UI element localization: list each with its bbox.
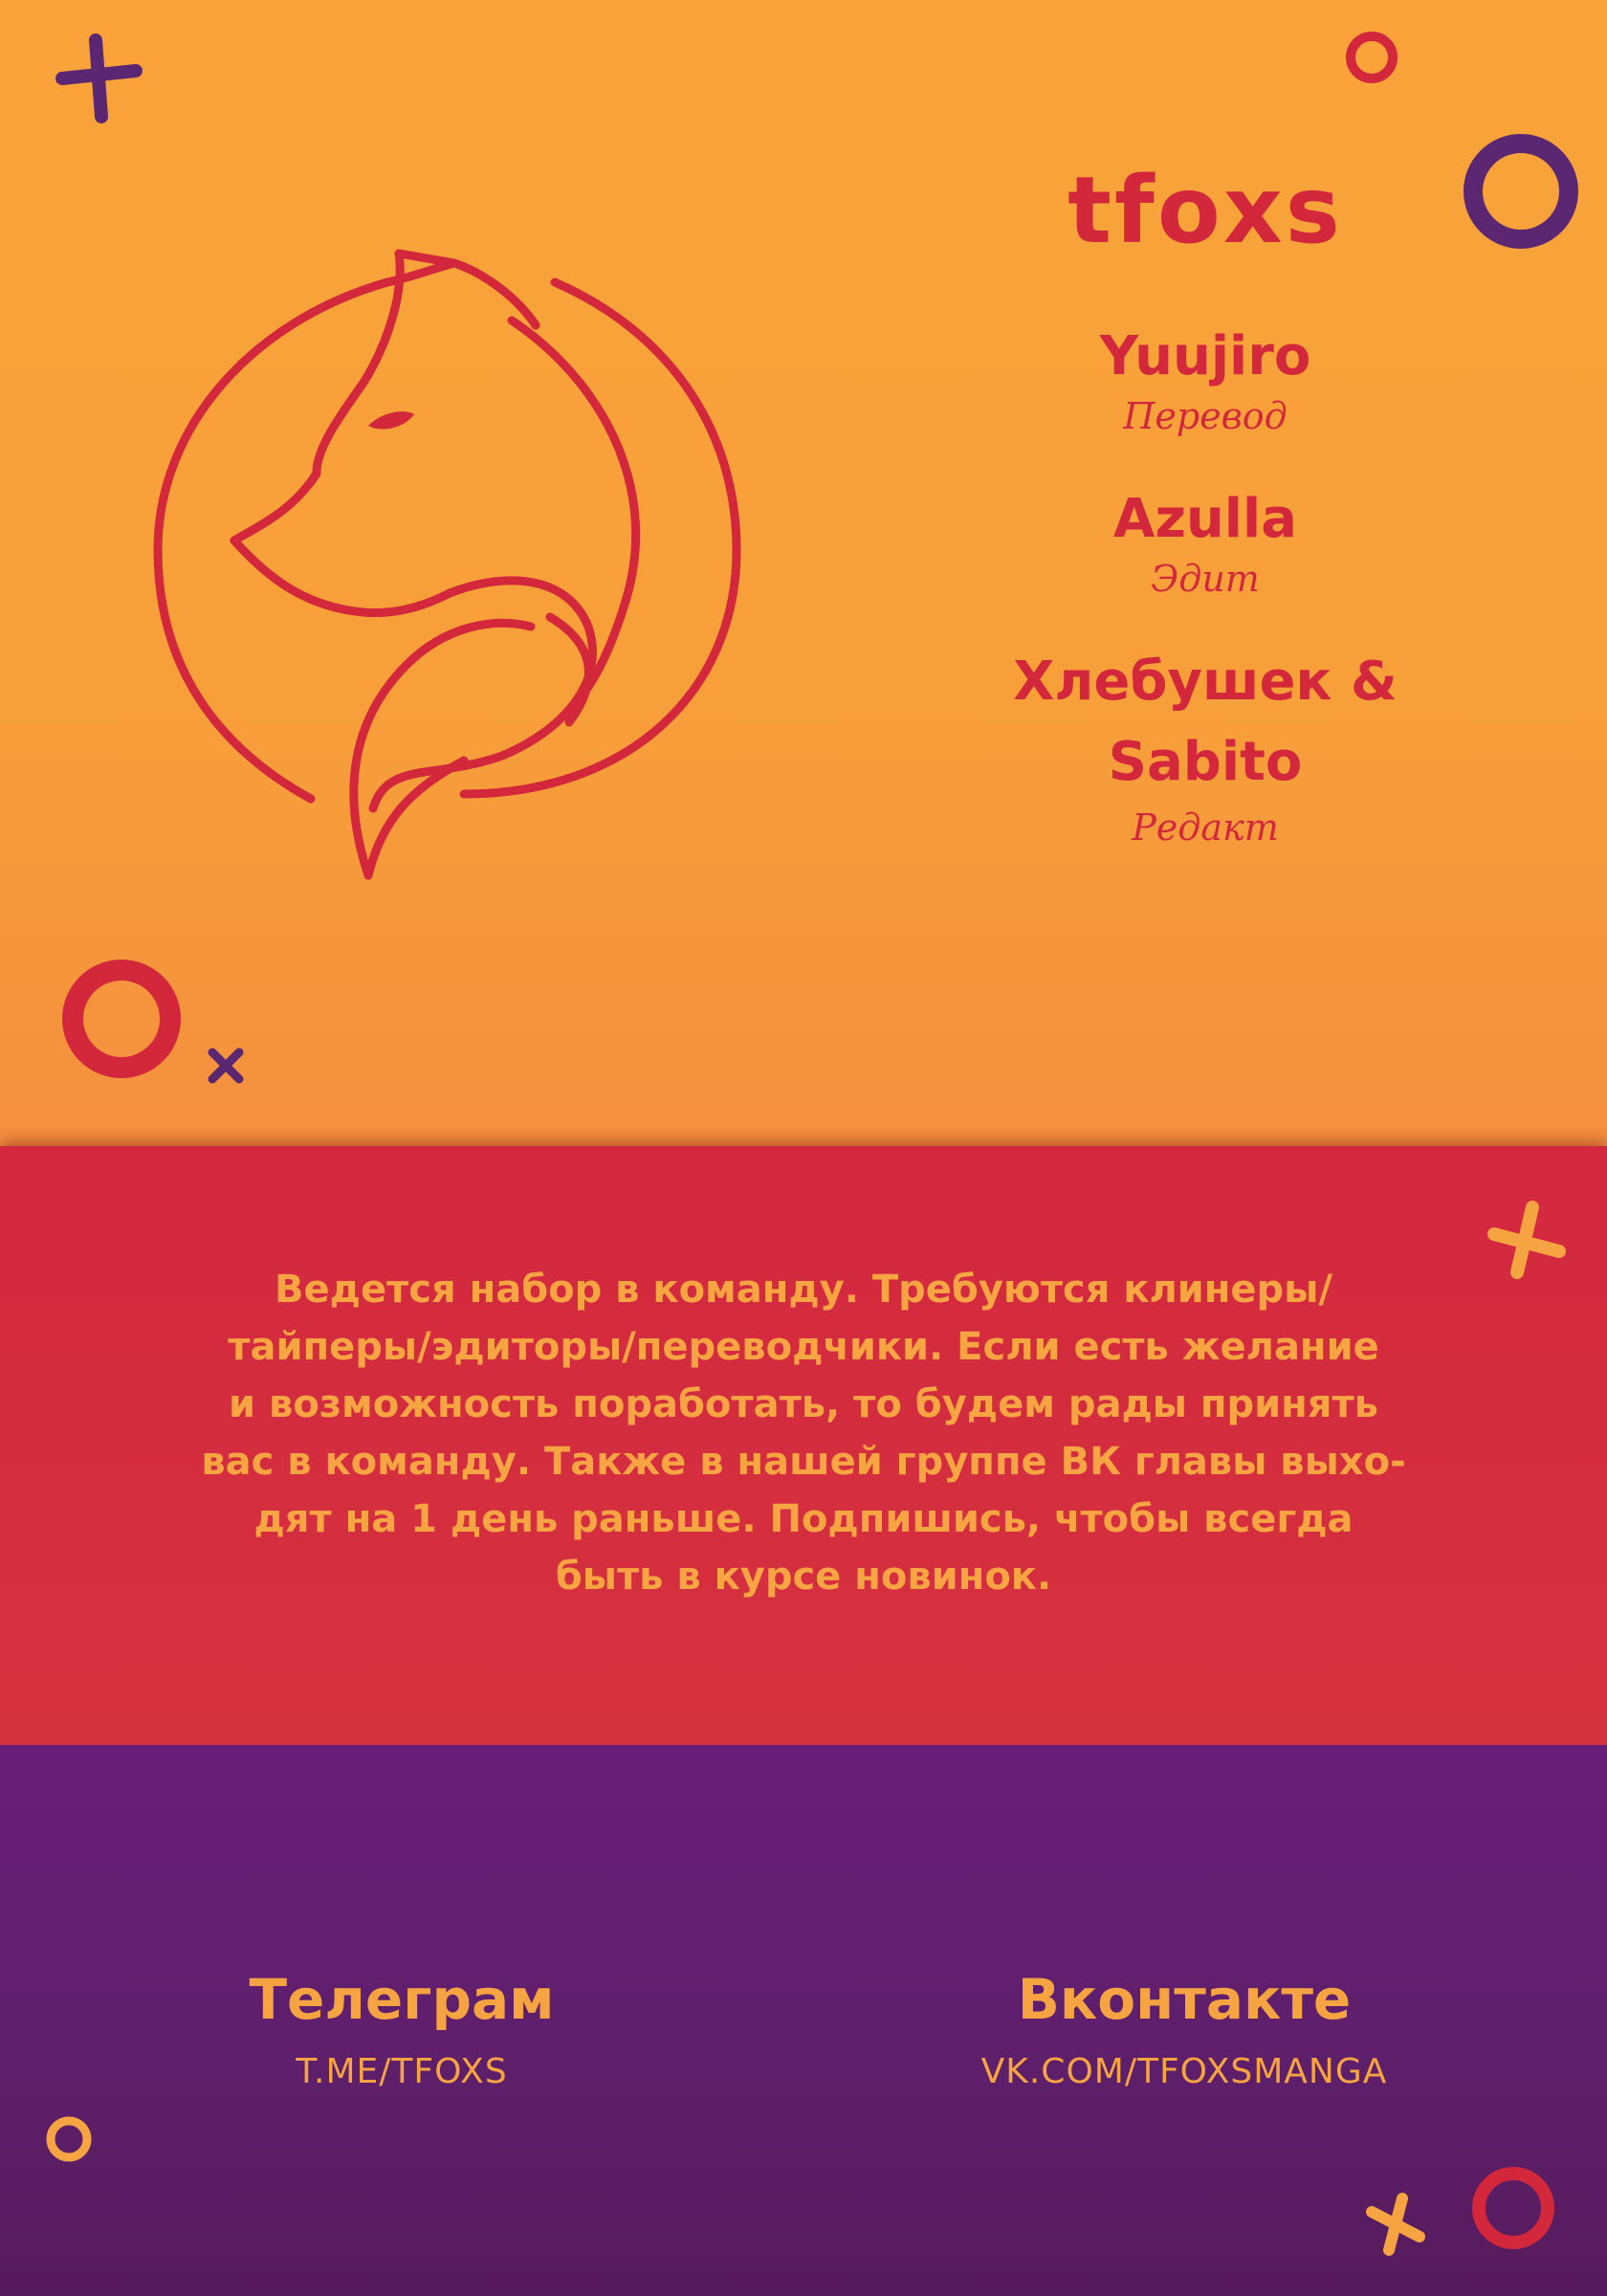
notice-line: дят на 1 день раньше. Подпишись, чтобы всегда <box>253 1497 1354 1541</box>
credit-editor <box>995 488 1416 603</box>
member-role: Редакт <box>1132 806 1279 849</box>
circle-icon <box>59 957 184 1081</box>
vk-contact <box>897 1961 1471 2101</box>
member-role: Эдит <box>1151 558 1260 600</box>
telegram-contact <box>115 1961 689 2101</box>
vk-label: Вконтакте <box>1017 1967 1352 2032</box>
member-name: Azulla <box>1113 488 1297 550</box>
notice-line: вас в команду. Также в нашей группе ВК главы выхо- <box>201 1440 1406 1484</box>
circle-icon <box>1467 2162 1559 2254</box>
circle-icon <box>1462 132 1580 251</box>
notice-line: быть в курсе новинок. <box>555 1555 1052 1599</box>
cross-icon <box>205 1045 247 1087</box>
notice-line: и возможность поработать, то будем рады принять <box>229 1382 1378 1426</box>
telegram-link[interactable]: T.ME/TFOXS <box>296 2052 508 2091</box>
plus-icon <box>48 29 143 124</box>
fox-logo-icon <box>148 234 751 894</box>
telegram-label: Телеграм <box>249 1967 555 2032</box>
recruitment-notice <box>143 1261 1464 1605</box>
member-role: Перевод <box>1123 395 1288 437</box>
team-name: tfoxs <box>1068 157 1343 264</box>
circle-icon <box>1343 29 1400 86</box>
credit-translator <box>995 325 1416 440</box>
member-name: Yuujiro <box>1099 325 1311 387</box>
vk-link[interactable]: VK.COM/TFOXSMANGA <box>980 2052 1388 2091</box>
credits-block <box>995 144 1416 851</box>
circle-icon <box>42 2112 96 2166</box>
notice-line: Ведется набор в команду. Требуются клинеры/ <box>275 1268 1332 1312</box>
cross-icon <box>1483 1196 1569 1282</box>
credit-proofreader <box>918 651 1492 851</box>
cross-icon <box>1362 2191 1429 2258</box>
member-name: Хлебушек & <box>1013 651 1398 713</box>
member-name: Sabito <box>1108 731 1303 793</box>
notice-line: тайперы/эдиторы/переводчики. Если есть желание <box>228 1325 1379 1369</box>
